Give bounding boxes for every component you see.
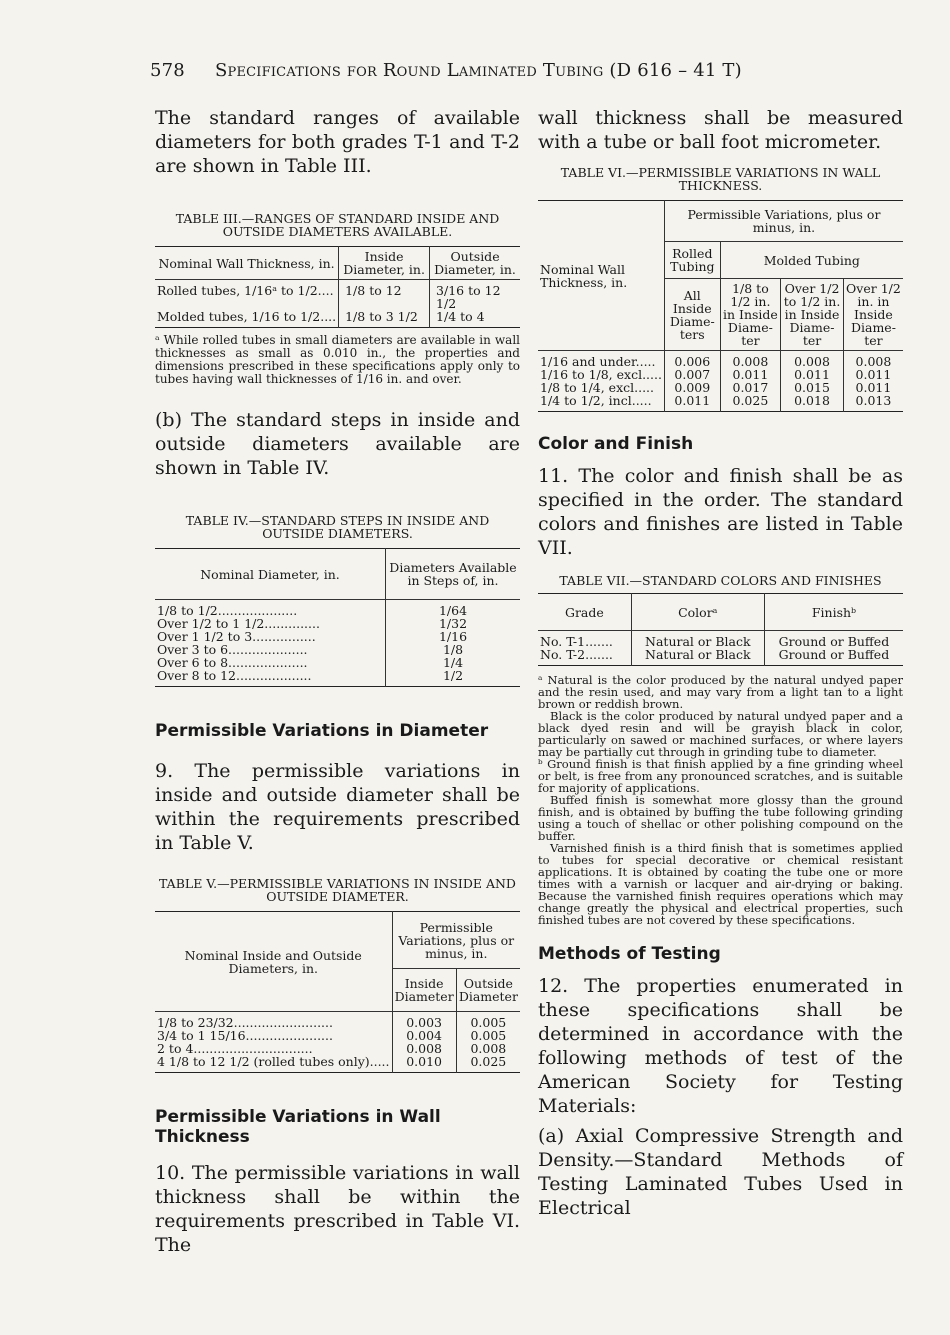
table-row: No. T-1....... Natural or Black Ground or Buffed [538,631,903,649]
running-title: Specifications for Round Laminated Tubing (D 616 – 41 T) [214,60,742,81]
table-iii-header-outside: Outside Diameter, in. [430,247,520,280]
footnote-natural: ᵃ Natural is the color produced by the natural undyed paper and the resin used, and may vary from a light tan to a light brown or reddish brown. [538,673,903,711]
table-vi-header-nominal: Nominal Wall Thickness, in. [538,201,664,351]
paragraph-b: (b) The standard steps in inside and outside diameters available are shown in Table IV. [155,409,520,479]
table-vii-header-color: Colorᵃ [631,594,764,631]
table-iv-title: TABLE IV.—STANDARD STEPS IN INSIDE AND OUTSIDE DIAMETERS. [185,513,490,541]
paragraph-a: (a) Axial Compressive Strength and Density.—Standard Methods of Testing Laminated Tubes Used in Electrical [538,1125,903,1219]
table-row: Over 8 to 12................... 1/2 [155,669,520,687]
table-iii-title: TABLE III.—RANGES OF STANDARD INSIDE AND OUTSIDE DIAMETERS AVAILABLE. [175,211,500,239]
table-row: 2 to 4.............................. 0.008 0.008 [155,1042,520,1055]
table-vi-header-a: All Inside Diame-ters [664,279,720,351]
table-iv [155,548,520,687]
table-row: 1/8 to 1/2.................... 1/64 [155,600,520,618]
table-v-header-outside: Outside Diameter [456,969,520,1012]
table-row: 4 1/8 to 12 1/2 (rolled tubes only)..... 0.010 0.025 [155,1055,520,1073]
footnote-buffed: Buffed finish is somewhat more glossy than the ground finish, and is obtained by buffing the tube following grinding using a touch of shellac or other polishing compound on the buffer. [538,793,903,843]
table-vii-header-finish: Finishᵇ [764,594,903,631]
table-row: Rolled tubes, 1/16ᵃ to 1/2.... 1/8 to 12 3/16 to 12 1/2 [155,280,520,311]
table-v-header-nominal: Nominal Inside and Outside Diameters, in. [155,912,392,1012]
table-iii-header-inside: Inside Diameter, in. [339,247,430,280]
table-v-title: TABLE V.—PERMISSIBLE VARIATIONS IN INSIDE AND OUTSIDE DIAMETER. [159,876,516,904]
table-row: Over 3 to 6.................... 1/8 [155,643,520,656]
table-row: 1/8 to 23/32......................... 0.003 0.005 [155,1012,520,1030]
table-row: 1/4 to 1/2, incl..... 0.011 0.025 0.018 0.013 [538,394,903,412]
heading-methods: Methods of Testing [538,944,721,964]
right-column [538,106,903,1220]
table-vii-title: TABLE VII.—STANDARD COLORS AND FINISHES [559,573,882,588]
heading-diameter: Permissible Variations in Diameter [155,721,489,741]
table-row: Molded tubes, 1/16 to 1/2.... 1/8 to 3 1/2 1/4 to 4 [155,310,520,328]
table-row: 1/16 and under..... 0.006 0.008 0.008 0.008 [538,351,903,369]
table-vi-header-d: Over 1/2 in. in Inside Diame-ter [843,279,903,351]
paragraph-11: 11. The color and finish shall be as specified in the order. The standard colors and finishes are listed in Table VII. [538,465,903,559]
heading-color-finish: Color and Finish [538,434,694,454]
heading-wall: Permissible Variations in Wall Thickness [155,1107,441,1147]
table-vi-header-rolled: Rolled Tubing [664,242,720,279]
table-vii [538,593,903,666]
page-number: 578 [150,60,185,81]
table-vi-title: TABLE VI.—PERMISSIBLE VARIATIONS IN WALL THICKNESS. [560,165,881,193]
table-vi [538,200,903,412]
table-vi-header-molded: Molded Tubing [720,242,903,279]
paragraph-10: 10. The permissible variations in wall thickness shall be within the requirements prescribed in Table VI. The [155,1162,520,1256]
table-row: No. T-2....... Natural or Black Ground or Buffed [538,648,903,666]
table-row: Over 6 to 8.................... 1/4 [155,656,520,669]
table-iii-footnote: ᵃ While rolled tubes in small diameters are available in wall thicknesses as small as 0.010 in., the properties and dimensions prescribed in these specifications apply only to tubes having wall thicknesses of 1/16 in. and over. [155,333,520,386]
intro-paragraph: The standard ranges of available diameters for both grades T-1 and T-2 are shown in Table III. [155,107,520,177]
table-iii-header-wall: Nominal Wall Thickness, in. [158,255,335,271]
table-iii [155,246,520,328]
footnote-ground: ᵇ Ground finish is that finish applied by a fine grinding wheel or belt, is free from any pronounced scratches, and is suitable for majority of applications. [538,757,903,795]
table-v-header-perm: Permissible Variations, plus or minus, in. [392,912,520,969]
table-vi-header-c: Over 1/2 to 1/2 in. in Inside Diame-ter [781,279,844,351]
paragraph-12: 12. The properties enumerated in these specifications shall be determined in accordance with the following methods of test of the American Society for Testing Materials: [538,975,903,1117]
table-v-header-inside: Inside Diameter [392,969,456,1012]
left-column [155,106,520,1257]
continued-paragraph: wall thickness shall be measured with a tube or ball foot micrometer. [538,107,903,153]
table-row: Over 1/2 to 1 1/2.............. 1/32 [155,617,520,630]
table-iv-header-steps: Diameters Available in Steps of, in. [386,549,521,600]
table-row: Over 1 1/2 to 3................ 1/16 [155,630,520,643]
table-row: 1/16 to 1/8, excl..... 0.007 0.011 0.011 0.011 [538,368,903,381]
table-row: 3/4 to 1 15/16...................... 0.004 0.005 [155,1029,520,1042]
table-vi-header-perm: Permissible Variations, plus or minus, in. [664,201,903,242]
table-vii-header-grade: Grade [564,604,604,620]
footnote-varnished: Varnished finish is a third finish that is sometimes applied to tubes for special decorative or chemical resistant applications. It is obtained by coating the tube one or more times with a varnish or lacquer and air-drying or baking. Because the varnished finish requires operations which may change greatly the physical and electrical properties, such finished tubes are not covered by these specifications. [538,841,903,927]
table-v [155,911,520,1073]
table-vi-header-b: 1/8 to 1/2 in. in Inside Diame-ter [720,279,780,351]
footnote-black: Black is the color produced by natural undyed paper and a black dyed resin and will be grayish black in color, particularly on sawed or machined surfaces, or where layers may be partially cut through in grinding tube to diameter. [538,709,903,759]
table-vii-footnotes [538,674,903,926]
table-iv-header-nominal: Nominal Diameter, in. [200,566,340,582]
table-row: 1/8 to 1/4, excl..... 0.009 0.017 0.015 0.011 [538,381,903,394]
page-header [150,60,850,81]
paragraph-9: 9. The permissible variations in inside and outside diameter shall be within the requirements prescribed in Table V. [155,760,520,854]
